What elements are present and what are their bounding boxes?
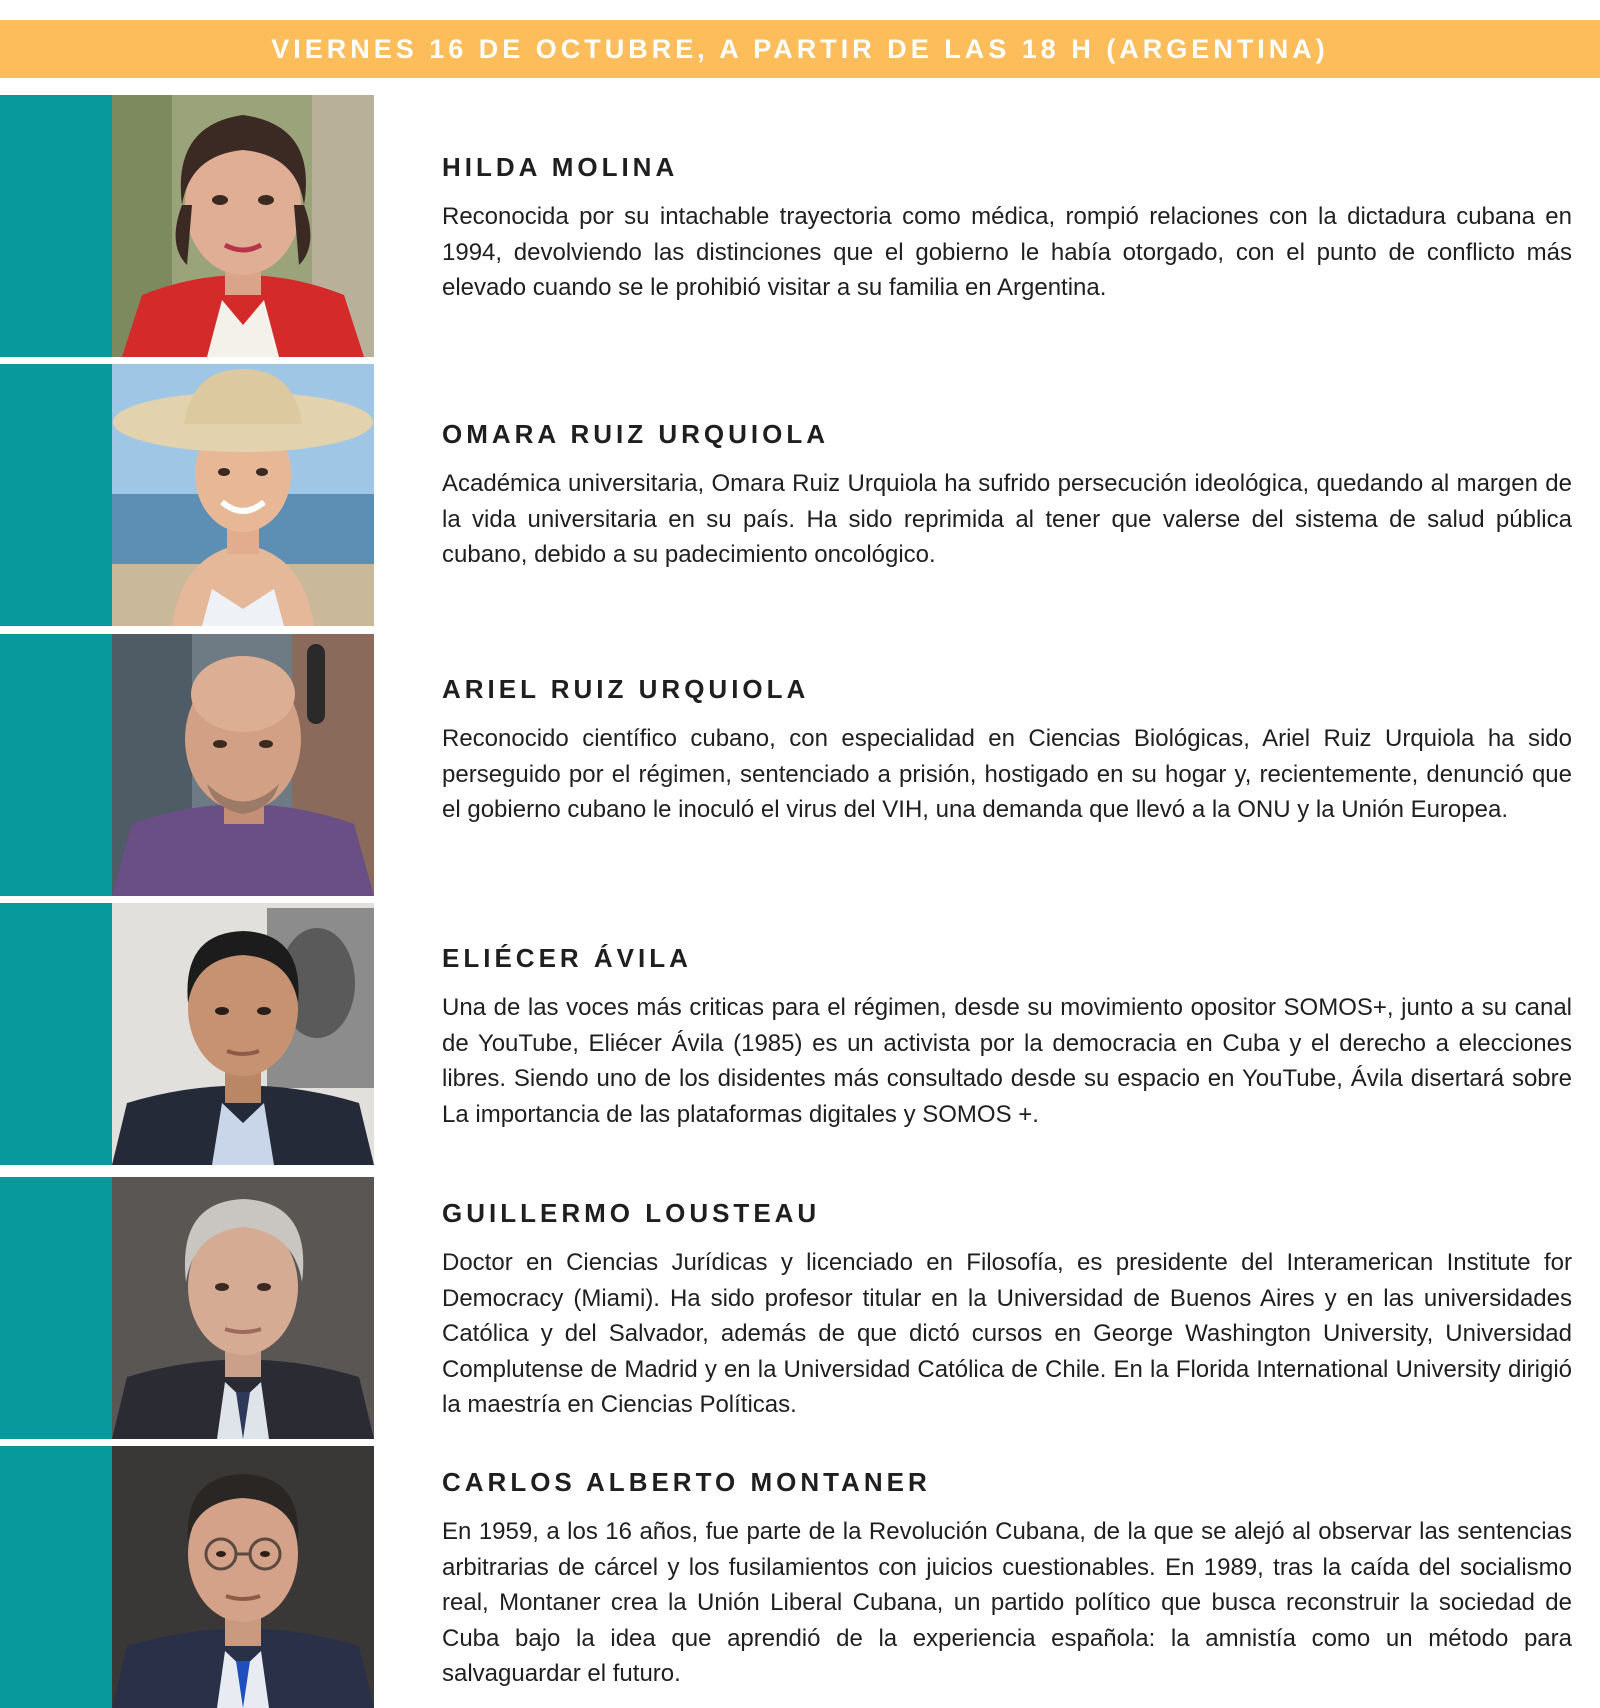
event-date-text: VIERNES 16 DE OCTUBRE, A PARTIR DE LAS 18 H (ARGENTINA): [271, 33, 1329, 64]
speaker-photo-hilda-molina: [112, 95, 374, 357]
speaker-name: GUILLERMO LOUSTEAU: [442, 1198, 821, 1228]
speaker-card-carlos-alberto-montaner: [0, 1446, 1600, 1708]
speaker-photo-eliecer-avila: [112, 903, 374, 1165]
speaker-photo-omara-ruiz-urquiola: [112, 364, 374, 626]
event-date-banner: [0, 20, 1600, 78]
speaker-card-hilda-molina: [0, 95, 1600, 357]
speaker-name: OMARA RUIZ URQUIOLA: [442, 419, 830, 449]
speaker-card-guillermo-lousteau: [0, 1177, 1600, 1439]
speaker-bio: Reconocida por su intachable trayectoria como médica, rompió relaciones con la dictadura cubana en 1994, devolviendo las distinciones que el gobierno le había otorgado, con el punto de conflicto más elevado cuando se le prohibió visitar a su familia en Argentina.: [442, 203, 1572, 301]
speaker-bio: Una de las voces más criticas para el régimen, desde su movimiento opositor SOMOS+, junto a su canal de YouTube, Eliécer Ávila (1985) es un activista por la democracia en Cuba y el derecho a elecciones libres. Siendo uno de los disidentes más consultado desde su espacio en YouTube, Ávila disertará sobre La importancia de las plataformas digitales y SOMOS +.: [442, 994, 1572, 1128]
speaker-bio: Académica universitaria, Omara Ruiz Urquiola ha sufrido persecución ideológica, quedando al margen de la vida universitaria en su país. Ha sido reprimida al tener que valerse del sistema de salud pública cubano, debido a su padecimiento oncológico.: [442, 470, 1572, 568]
speaker-photo-guillermo-lousteau: [112, 1177, 374, 1439]
speaker-card-omara-ruiz-urquiola: [0, 364, 1600, 626]
speaker-bio: Reconocido científico cubano, con especialidad en Ciencias Biológicas, Ariel Ruiz Urquiola ha sido perseguido por el régimen, sentenciado a prisión, hostigado en su hogar y, recientemente, denunció que el gobierno cubano le inoculó el virus del VIH, una demanda que llevó a la ONU y la Unión Europea.: [442, 725, 1572, 823]
speaker-photo-ariel-ruiz-urquiola: [112, 634, 374, 896]
speaker-card-eliecer-avila: [0, 903, 1600, 1165]
speaker-name: CARLOS ALBERTO MONTANER: [442, 1467, 931, 1497]
speaker-bio: En 1959, a los 16 años, fue parte de la Revolución Cubana, de la que se alejó al observar las sentencias arbitrarias de cárcel y los fusilamientos con juicios cuestionables. En 1989, tras la caída del socialismo real, Montaner crea la Unión Liberal Cubana, un partido político que busca reconstruir la sociedad de Cuba bajo la idea que aprendió de la experiencia española: la amnistía como un método para salvaguardar el futuro.: [442, 1518, 1572, 1687]
speaker-name: HILDA MOLINA: [442, 152, 679, 182]
speaker-photo-carlos-alberto-montaner: [112, 1446, 374, 1708]
speaker-bio: Doctor en Ciencias Jurídicas y licenciado en Filosofía, es presidente del Interamerican Institute for Democracy (Miami). Ha sido profesor titular en la Universidad de Buenos Aires y en las universidades Católica y del Salvador, además de que dictó cursos en George Washington University, Universidad Complutense de Madrid y en la Universidad Católica de Chile. En la Florida International University dirigió la maestría en Ciencias Políticas.: [442, 1249, 1572, 1418]
speaker-card-ariel-ruiz-urquiola: [0, 634, 1600, 896]
speaker-name: ARIEL RUIZ URQUIOLA: [442, 674, 810, 704]
speaker-name: ELIÉCER ÁVILA: [442, 943, 692, 973]
